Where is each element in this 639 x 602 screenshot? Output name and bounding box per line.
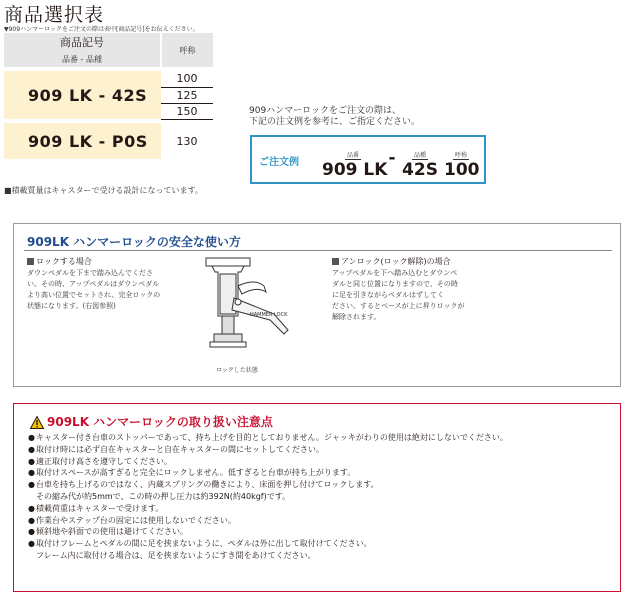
size-cell: 100 [161,71,213,87]
caution-item [28,515,508,527]
bullet-icon: ● [28,468,35,478]
caution-list [28,432,508,562]
caution-item [28,491,508,503]
size-cell: 125 [161,87,213,103]
caution-title [30,413,273,430]
unlock-heading [332,256,451,267]
product-code-cell: 909 LK - 42S [4,71,161,119]
hammer-lock-illustration [198,256,293,366]
order-intro [249,106,420,128]
bullet-icon: ● [28,515,35,525]
order-intro-line: 下記の注文例を参考に、ご指定ください。 [249,117,421,127]
caution-item-text: 適正取付け高さを遵守してください。 [36,456,172,466]
order-example-label: ご注文例 [259,157,299,168]
order-intro-line: 909ハンマーロックをご注文の際は、 [249,106,401,116]
caution-item-text: 取付けフレームとペダルの間に足を挟まないように、ペダルは外に出して取付けてください。 [36,539,372,549]
lock-text-line: 状態になります。(右図参照) [27,302,116,310]
size-cell: 150 [161,103,213,119]
bullet-icon: ● [28,456,35,466]
safe-use-panel [13,223,621,387]
product-selection-table [4,33,213,159]
order-call-col [444,142,478,180]
unlock-text-line: 解除されます。 [332,313,381,321]
unlock-heading-text: アンロック(ロック解除)の場合 [341,257,451,266]
unlock-text-line: ダルと同じ位置になりますので、その時 [332,280,458,288]
caution-item-text: フレーム内に取付ける場合は、足を挟まないようにすき間をあけてください。 [36,550,316,560]
caution-item-text: 台車を持ち上げるのではなく、内蔵スプリングの働きにより、床面を押し付けてロックします。 [36,480,379,490]
order-type: 42S [402,160,438,180]
caution-item-text: キャスター付き台車のストッパーであって、持ち上げを目的としておりません。ジャッキがわりの使用は絶対にしないでください。 [36,433,508,442]
lock-text-line: ダウンペダルを下まで踏み込んでくださ [27,269,153,277]
lock-text [27,268,202,312]
lock-heading-text: ロックする場合 [36,257,92,266]
caution-item-text: その縮み代が約5mmで、この時の押し圧力は約392N(約40kgf)です。 [36,491,291,501]
caution-item [28,526,508,538]
order-call-caption: 呼称 [454,152,467,159]
caution-title-text: 909LK ハンマーロックの取り扱い注意点 [47,415,273,429]
caution-item [28,503,508,515]
bullet-icon: ● [28,503,35,513]
size-cell: 130 [176,134,198,148]
caution-item [28,467,508,479]
caution-item [28,456,508,468]
order-call: 100 [444,160,480,180]
caution-item [28,479,508,491]
caution-item-text: 傾斜地や斜面での使用は避けてください。 [36,527,188,537]
order-type-caption: 品種 [413,152,426,159]
header-product-code: 商品記号 [4,33,161,51]
bullet-icon: ● [28,433,35,442]
order-type-col [402,142,438,180]
unlock-text-line: ださい。するとベースが上に昇りロックが [332,302,465,310]
order-code-caption: 品番 [346,152,359,159]
lock-text-line: い。その時、アップペダルはダウンペダル [27,280,160,288]
order-dash: - [388,148,396,168]
svg-text:HAMMER LOCK: HAMMER LOCK [250,312,288,318]
caution-item [28,444,508,456]
illustration-caption: ロックした状態 [216,367,258,374]
header-call-name: 呼称 [161,33,213,67]
caution-item-text: 積載荷重はキャスターで受けます。 [36,503,164,513]
caution-item [28,432,508,444]
lock-text-line: より高い位置でセットされ、完全ロックの [27,291,161,299]
warning-icon [30,416,44,429]
page-title: 商品選択表 [4,4,105,26]
caution-item-text: 作業台やステップ台の固定には使用しないでください。 [36,515,236,525]
square-bullet-icon [27,258,34,265]
bullet-icon: ● [28,444,35,454]
unlock-text [332,268,507,323]
bullet-icon: ● [28,480,35,490]
caution-panel [13,403,621,592]
table-note: ■積載質量はキャスターで受ける設計になっています。 [4,186,203,195]
order-code: 909 LK [322,160,388,180]
caution-item [28,538,508,550]
order-dash-col [386,149,398,168]
caution-item [28,550,508,562]
bullet-icon: ● [28,539,35,549]
unlock-text-line: に足を引きながらペダルはずしてく [332,291,444,299]
square-bullet-icon [332,258,339,265]
header-part-type: 品番 - 品種 [4,51,161,67]
order-code-col [322,142,388,180]
lock-heading [27,256,92,267]
order-example-box [250,135,486,184]
caution-item-text: 取付けスペースが高すぎると完全にロックしません。低すぎると台車が持ち上がります。 [36,468,356,478]
bullet-icon: ● [28,527,35,537]
order-instruction-note: ▼909ハンマーロックをご注文の際は表中[商品記号]をお伝えください。 [4,26,199,33]
caution-item-text: 取付け時には必ず自在キャスターと自在キャスターの間にセットしてください。 [36,444,324,454]
safe-use-title: 909LK ハンマーロックの安全な使い方 [27,235,241,249]
product-code-cell: 909 LK - P0S [4,123,161,159]
unlock-text-line: アップペダルを下へ踏み込むとダウンペ [332,269,458,277]
divider [24,250,612,251]
